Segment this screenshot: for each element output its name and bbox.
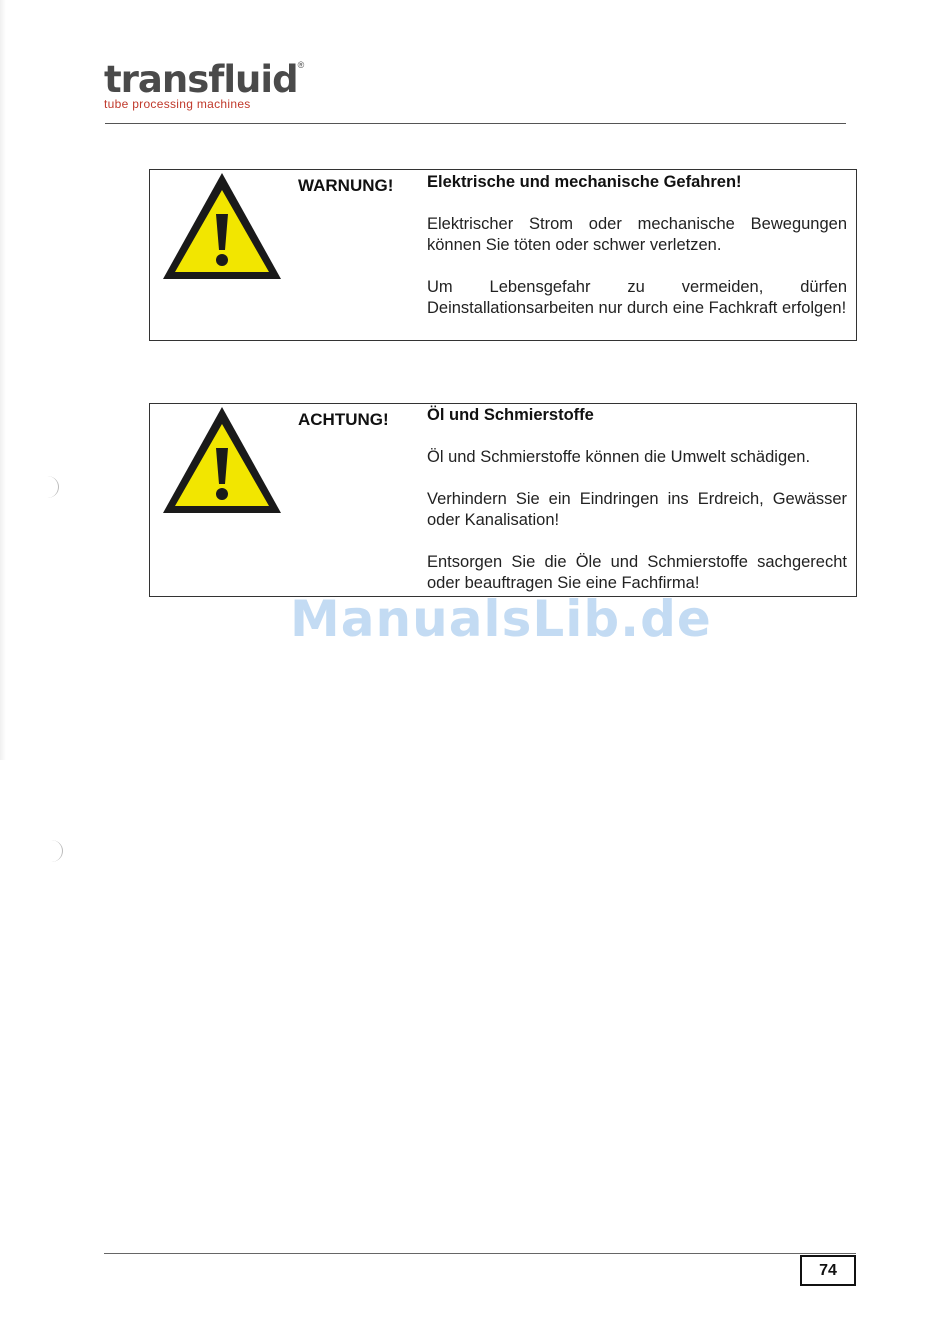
notice-paragraph: Verhindern Sie ein Eindringen ins Erdreich, Gewässer oder Kanalisation!: [427, 490, 847, 529]
notice-paragraph: Um Lebensgefahr zu vermeiden, dürfen Deinstallationsarbeiten nur durch eine Fachkraft erfolgen!: [427, 278, 847, 317]
notice-content: [427, 172, 847, 340]
footer-divider: [104, 1253, 856, 1254]
logo-wordmark: transfluid: [104, 58, 298, 101]
warning-triangle-icon: [160, 404, 284, 521]
notice-heading: Elektrische und mechanische Gefahren!: [427, 173, 742, 191]
page-edge-shadow: [0, 0, 6, 760]
notice-paragraph: Elektrischer Strom oder mechanische Bewegungen können Sie töten oder schwer verletzen.: [427, 215, 847, 254]
warning-triangle-icon: [160, 170, 284, 287]
page-number: 74: [800, 1255, 856, 1286]
brand-logo: [104, 60, 304, 111]
notice-heading: Öl und Schmierstoffe: [427, 406, 594, 424]
warning-notice-box: [149, 169, 857, 341]
caution-notice-box: [149, 403, 857, 597]
logo-registered-mark: ®: [297, 60, 305, 70]
header-divider: [105, 123, 846, 124]
notice-content: [427, 405, 847, 615]
binder-hole-mark: [36, 476, 59, 498]
watermark: ManualsLib.de: [290, 590, 712, 648]
notice-paragraph: Öl und Schmierstoffe können die Umwelt schädigen.: [427, 448, 811, 466]
binder-hole-mark: [40, 840, 63, 862]
signal-word: WARNUNG!: [298, 176, 394, 195]
logo-tagline: tube processing machines: [104, 97, 251, 111]
signal-word: ACHTUNG!: [298, 410, 389, 429]
notice-paragraph: Entsorgen Sie die Öle und Schmierstoffe sachgerecht oder beauftragen Sie eine Fachfirma!: [427, 553, 847, 592]
